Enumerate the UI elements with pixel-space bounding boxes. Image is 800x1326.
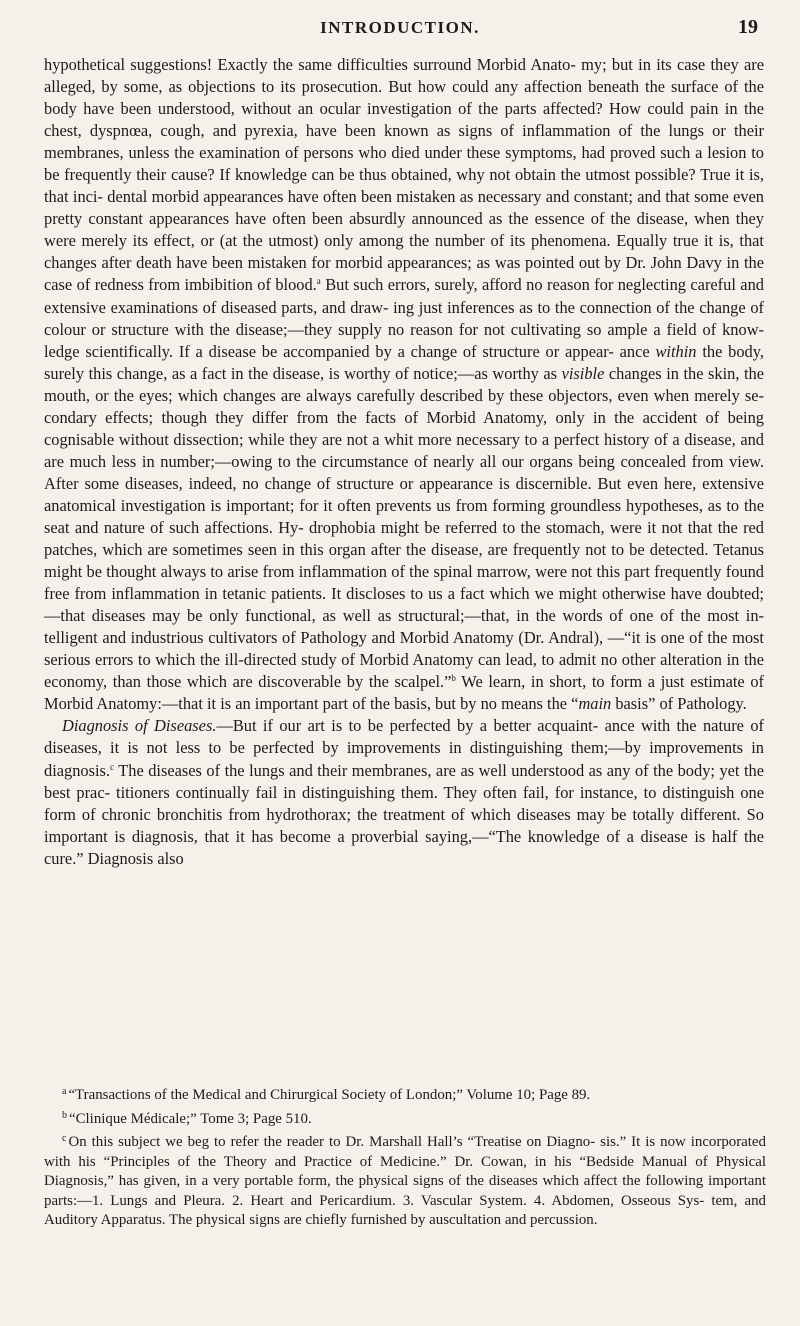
page-number: 19 (738, 16, 758, 38)
text-run: The diseases of the lungs and their membranes, are as well understood as any of the body; yet the best prac- titioners continually fail in distinguishing them. They often fail, for instance, to distinguish one form of chronic bronchitis from hydrothorax; the treatment of which diseases may be totally different. So important is diagnosis, that it has become a proverbial saying,—“The knowledge of a disease is half the cure.” Diagnosis also (44, 760, 764, 868)
footnote (44, 1106, 766, 1130)
emphasis: visible (561, 363, 605, 383)
emphasis: main (578, 694, 612, 714)
text-run: —But if our art is to be perfected by a better acquaint- ance with the nature of diseases, it is not less to be perfected by improvements in distinguishing them;—by improvements in diagnosis. (44, 716, 765, 780)
footnote-reference: b (451, 673, 456, 684)
footnote-text: On this subject we beg to refer the reader to Dr. Marshall Hall’s “Treatise on Diagno- sis.” It is now incorporated with his “Principles of the Theory and Practice of Medicine.” Dr. Cowan, in his “Bedside Manual of Physical Diagnosis,” has given, in a very portable form, the physical signs of the diseases which affect the following important parts:—1. Lungs and Pleura. 2. Heart and Pericardium. 3. Vascular System. 4. Abdomen, Osseous Sys- tem, and Auditory Apparatus. The physical signs are chiefly furnished by auscultation and percussion. (44, 1134, 766, 1228)
running-head (0, 8, 800, 36)
footnote (44, 1129, 766, 1231)
footnote-text: “Clinique Médicale;” Tome 3; Page 510. (69, 1110, 312, 1127)
section-heading: Diagnosis of Diseases. (62, 716, 217, 736)
text-run: changes in the skin, the mouth, or the eyes; which changes are always carefully described by these objectors, even when merely se- condary effects; though they differ from the facts of Morbid Anatomy, only in the accident of being cognisable without dissection; while they are not a whit more necessary to a perfect history of a disease, and are much less in number;—owing to the circumstance of nearly all our organs being concealed from view. After some diseases, indeed, no change of structure or appearance is discernible. But even here, extensive anatomical investigation is important; for it often prevents us from forming groundless hypotheses, as to the seat and nature of such affections. Hy- drophobia might be referred to the stomach, were it not that the red patches, which are sometimes seen in this organ after the disease, are frequently not to be detected. Tetanus might be thought always to arise from inflammation of the spinal marrow, were not this part frequently found free from inflammation in tetanic patients. It discloses to us a fact which we might otherwise have doubted;—that diseases may be only functional, as well as structural;—that, in the words of one of the most in- telligent and industrious cultivators of Pathology and Morbid Anatomy (Dr. Andral), —“it is one of the most serious errors to which the ill-directed study of Morbid Anatomy can lead, to admit no other alteration in the economy, than those which are discoverable by the scalpel.” (44, 363, 764, 692)
footnote-mark: c (62, 1133, 67, 1144)
text-run: hypothetical suggestions! Exactly the same difficulties surround Morbid Anato- my; but in its case they are alleged, by some, as objections to its prosecution. But how could any affection beneath the surface of the body have been understood, without an ocular investigation of the parts affected? How could pain in the chest, dyspnœa, cough, and pyrexia, have been known as signs of inflammation of the lungs or their membranes, unless the examination of persons who died under these symptoms, had proved such a lesion to be frequently their cause? If knowledge can be thus obtained, why not obtain the utmost possible? True it is, that inci- dental morbid appearances have often been mistaken as necessary and constant; and that some even pretty constant appearances have often been absurdly announced as the essence of the disease, when they were merely its effect, or (at the utmost) only among the number of its phenomena. Equally true it is, that changes after death have been mistaken for morbid appearances; as was pointed out by Dr. John Davy in the case of redness from imbibition of blood. (44, 55, 764, 295)
body-paragraph (44, 715, 764, 869)
text-run: the body, surely this change, as a fact in the disease, is worthy of notice;—as worthy as (44, 341, 764, 383)
footnote-reference: c (110, 761, 115, 772)
footnote-mark: a (62, 1086, 67, 1097)
text-run: We learn, in short, to form a just estimate of Morbid Anatomy:—that it is an important part of the basis, but by no means the “ (44, 672, 764, 714)
text-run: basis” of Pathology. (611, 694, 747, 714)
footnote-mark: b (62, 1109, 67, 1121)
body-paragraph (44, 54, 764, 715)
main-text (44, 54, 764, 870)
emphasis: within (655, 341, 697, 361)
footnote-reference: a (316, 276, 321, 287)
footnotes (44, 1082, 766, 1231)
running-head-title: INTRODUCTION. (320, 18, 480, 37)
footnote (44, 1082, 766, 1106)
text-run: But such errors, surely, afford no reason for neglecting careful and extensive examinations of diseased parts, and draw- ing just inferences as to the connection of the change of colour or structure with the disease;—they supply no reason for not cultivating so ample a field of know- ledge scientifically. If a disease be accompanied by a change of structure or appear- ance (44, 275, 764, 361)
footnote-text: “Transactions of the Medical and Chirurgical Society of London;” Volume 10; Page 89. (68, 1087, 591, 1103)
